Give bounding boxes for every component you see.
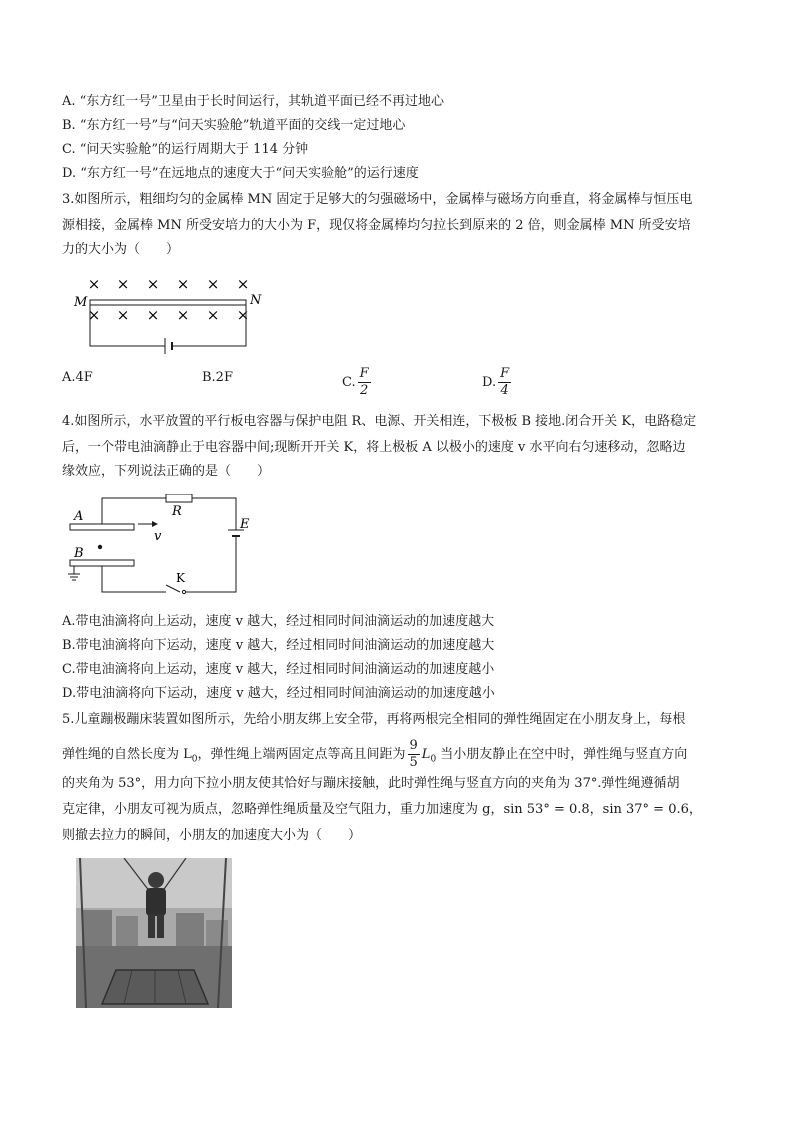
q3-cross: × [236, 275, 250, 293]
q4-label-k: K [176, 571, 185, 585]
q3-metal-rod [90, 300, 246, 305]
q3-cross: × [176, 275, 190, 293]
q3-option-b: B.2F [202, 370, 233, 385]
q4-wire [102, 566, 166, 592]
q4-text-line3: 缘效应，下列说法正确的是（ ） [62, 464, 271, 479]
q3-cross: × [87, 275, 101, 293]
q4-circuit-figure [62, 494, 262, 598]
q4-option-a: A.带电油滴将向上运动，速度 v 越大，经过相同时间油滴运动的加速度越大 [62, 614, 495, 629]
q5-text-line5: 则撤去拉力的瞬间，小朋友的加速度大小为（ ） [62, 828, 362, 843]
q3-cross: × [146, 275, 160, 293]
q5-text-line3: 的夹角为 53°，用力向下拉小朋友使其恰好与蹦床接触，此时弹性绳与竖直方向的夹角为 37°.弹性绳遵循胡 [62, 776, 680, 791]
q4-label-b: B [74, 546, 84, 561]
q4-option-d: D.带电油滴将向下运动，速度 v 越大，经过相同时间油滴运动的加速度越小 [62, 686, 495, 701]
q4-plate-a [70, 524, 134, 530]
q3-cross: × [206, 306, 220, 324]
q3-cross: × [146, 306, 160, 324]
q4-text-line1: 4.如图所示，水平放置的平行板电容器与保护电阻 R、电源、开关相连，下极板 B 接地.闭合开关 K，电路稳定 [62, 414, 697, 429]
q3-circuit-figure [62, 272, 282, 356]
q4-switch-k [166, 585, 180, 592]
q4-label-e: E [240, 517, 250, 532]
q3-option-c: C. $\frac{F}{2}$ [342, 366, 369, 398]
q4-wire [102, 498, 166, 524]
q3-cross: × [236, 306, 250, 324]
q4-label-v: v [154, 529, 162, 544]
q4-oil-drop [98, 545, 102, 549]
q4-wire [186, 536, 236, 592]
q3-cross: × [87, 306, 101, 324]
q4-resistor [166, 494, 192, 502]
q2-option-b: B. “东方红一号”与“问天实验舱”轨道平面的交线一定过地心 [62, 118, 406, 133]
q5-text-line1: 5.儿童蹦极蹦床装置如图所示，先给小朋友绑上安全带，再将两根完全相同的弹性绳固定在小朋友身上，每根 [62, 712, 686, 727]
q4-option-c: C.带电油滴将向上运动，速度 v 越大，经过相同时间油滴运动的加速度越小 [62, 662, 495, 677]
q3-option-d: D. $\frac{F}{4}$ [482, 366, 510, 398]
q3-text-line3: 力的大小为（ ） [62, 242, 180, 257]
q3-text-line2: 源相接，金属棒 MN 所受安培力的大小为 F，现仅将金属棒均匀拉长到原来的 2 倍，则金属棒 MN 所受安培 [62, 218, 691, 233]
q2-option-a: A. “东方红一号”卫星由于长时间运行，其轨道平面已经不再过地心 [62, 94, 444, 109]
q4-switch-contact [182, 590, 185, 593]
q2-option-d: D. “东方红一号”在远地点的速度大于“问天实验舱”的运行速度 [62, 166, 419, 181]
q3-cross: × [116, 306, 130, 324]
q3-cross: × [206, 275, 220, 293]
q4-option-b: B.带电油滴将向下运动，速度 v 越大，经过相同时间油滴运动的加速度越大 [62, 638, 495, 653]
q4-wire [192, 498, 236, 530]
q3-text-line1: 3.如图所示，粗细均匀的金属棒 MN 固定于足够大的匀强磁场中，金属棒与磁场方向垂直，将金属棒与恒压电 [62, 192, 693, 207]
q4-label-r: R [172, 504, 182, 519]
q4-label-a: A [74, 509, 84, 524]
q4-text-line2: 后，一个带电油滴静止于电容器中间;现断开开关 K，将上极板 A 以极小的速度 v 水平向右匀速移动，忽略边 [62, 440, 686, 455]
q5-text-line2: 弹性绳的自然长度为 $L_0$，弹性绳上端两固定点等高且间距为 $\frac{9}{5}$ $L_0$ 当小朋友静止在空中时，弹性绳与竖直方向 [62, 738, 688, 770]
q3-cross: × [176, 306, 190, 324]
q2-option-c: C. “问天实验舱”的运行周期大于 114 分钟 [62, 142, 309, 157]
q3-label-m: M [74, 295, 88, 310]
q5-text-line4: 克定律，小朋友可视为质点，忽略弹性绳质量及空气阻力，重力加速度为 g，sin 53° = 0.8，sin 37° = 0.6， [62, 802, 702, 817]
q4-velocity-arrow [152, 521, 158, 527]
q3-label-n: N [250, 293, 262, 308]
q3-cross: × [116, 275, 130, 293]
bungee-trampoline-photo [76, 858, 232, 1008]
q3-option-a: A.4F [62, 370, 93, 385]
